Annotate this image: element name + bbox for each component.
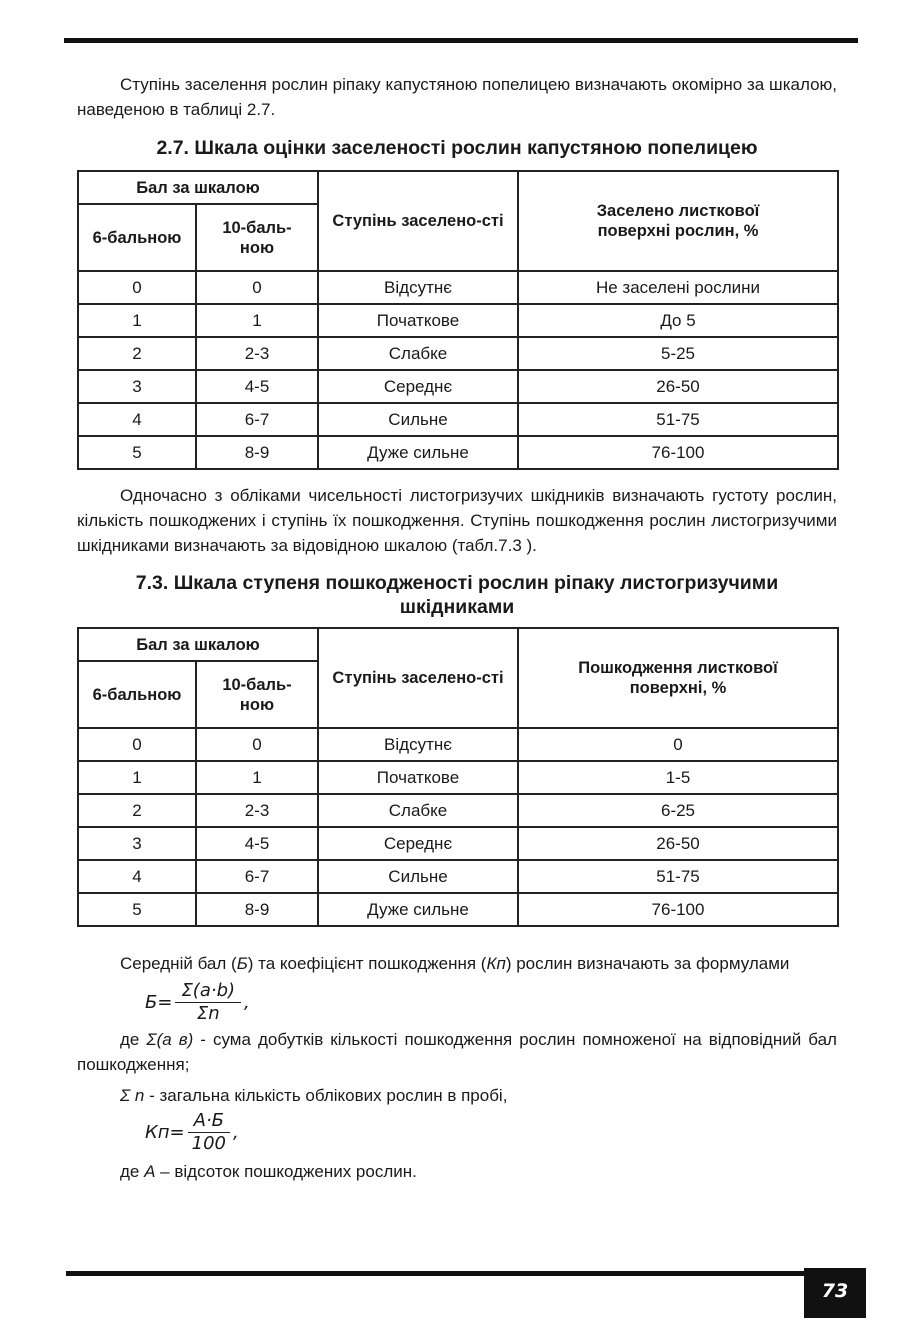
table-cell: 1	[78, 761, 196, 794]
table-cell: 8-9	[196, 893, 318, 926]
table-cell: Початкове	[318, 761, 518, 794]
table-cell: Слабке	[318, 337, 518, 370]
table-row	[78, 403, 838, 436]
table-cell: 2	[78, 337, 196, 370]
table-cell: 4-5	[196, 827, 318, 860]
table-cell: 1	[196, 761, 318, 794]
table-row	[78, 860, 838, 893]
table-cell: 51-75	[518, 860, 838, 893]
table-cell: Не заселені рослини	[518, 271, 838, 304]
table-cell: 0	[196, 728, 318, 761]
definition-a: де А – відсоток пошкоджених рослин.	[120, 1162, 417, 1181]
table-cell: 0	[518, 728, 838, 761]
table-cell: 1	[78, 304, 196, 337]
table-cell: Початкове	[318, 304, 518, 337]
table-cell: 76-100	[518, 436, 838, 469]
table-row	[78, 436, 838, 469]
table2-caption: 7.3. Шкала ступеня пошкодженості рослин ріпаку листогризучими шкідниками	[135, 572, 779, 618]
intro-paragraph: Ступінь заселення рослин ріпаку капустяною попелицею визначають окомірно за шкалою, наведеною в таблиці 2.7.	[77, 75, 837, 119]
table-cell: Сильне	[318, 403, 518, 436]
table2-header-group: Бал за шкалою	[78, 628, 318, 661]
table2-header-10pt: 10-баль-ною	[196, 661, 318, 728]
table-cell: 5	[78, 893, 196, 926]
table-cell: 0	[196, 271, 318, 304]
table-cell: Відсутнє	[318, 728, 518, 761]
table2-header-damage: Пошкодження листкової поверхні, %	[518, 628, 838, 728]
second-paragraph: Одночасно з обліками чисельності листогризучих шкідників визначають густоту рослин, кількість пошкоджених і ступінь їх пошкодження. Ступінь пошкодження рослин листогризучими шкідниками визначають за відовідною шкалою (табл.7.3 ).	[77, 486, 837, 555]
table-cell: 3	[78, 370, 196, 403]
table-cell: 4	[78, 403, 196, 436]
table-cell: 5	[78, 436, 196, 469]
table-cell: Середнє	[318, 827, 518, 860]
table-cell: 5-25	[518, 337, 838, 370]
table2-header-degree: Ступінь заселено-сті	[318, 628, 518, 728]
table-cell: 6-7	[196, 403, 318, 436]
table1-aphid-scale	[77, 170, 839, 470]
formula-mean-score: Б= $\frac{\Sigma(a\cdot b)}{\Sigma n}$ ,	[145, 980, 250, 1024]
top-rule	[64, 38, 858, 43]
definition-sum-products: де Σ(а в) - сума добутків кількості пошкодження рослин помноженої на відповідний бал пошкодження;	[77, 1030, 837, 1074]
bottom-rule	[66, 1271, 804, 1276]
table1-header-6pt: 6-бальною	[78, 204, 196, 271]
table-row	[78, 827, 838, 860]
table-cell: 8-9	[196, 436, 318, 469]
definition-sum-n: Σ n - загальна кількість облікових рослин в пробі,	[120, 1086, 508, 1105]
table-cell: 26-50	[518, 370, 838, 403]
table-cell: 26-50	[518, 827, 838, 860]
table-cell: 3	[78, 827, 196, 860]
table-row	[78, 304, 838, 337]
table-row	[78, 370, 838, 403]
table-row	[78, 728, 838, 761]
table-cell: 4	[78, 860, 196, 893]
table-row	[78, 271, 838, 304]
table2-damage-scale	[77, 627, 839, 927]
page-content	[77, 72, 837, 1184]
table-cell: 2-3	[196, 794, 318, 827]
table-row	[78, 893, 838, 926]
table-cell: Дуже сильне	[318, 436, 518, 469]
table-cell: 6-7	[196, 860, 318, 893]
table-row	[78, 337, 838, 370]
table-cell: 0	[78, 271, 196, 304]
table-cell: 1	[196, 304, 318, 337]
table-row	[78, 761, 838, 794]
table-cell: Слабке	[318, 794, 518, 827]
table-cell: 1-5	[518, 761, 838, 794]
formula-damage-coef: Кп= $\frac{А\cdot Б}{100}$ ,	[145, 1110, 239, 1154]
table1-header-degree: Ступінь заселено-сті	[318, 171, 518, 271]
table-cell: 4-5	[196, 370, 318, 403]
table-cell: Сильне	[318, 860, 518, 893]
table-cell: 76-100	[518, 893, 838, 926]
table-cell: Дуже сильне	[318, 893, 518, 926]
table2-header-6pt: 6-бальною	[78, 661, 196, 728]
table-cell: 6-25	[518, 794, 838, 827]
formula-intro: Середній бал (Б) та коефіцієнт пошкодження (Кп) рослин визначають за формулами	[120, 954, 790, 973]
table1-header-10pt: 10-баль-ною	[196, 204, 318, 271]
table1-caption: 2.7. Шкала оцінки заселеності рослин капустяною попелицею	[156, 137, 758, 159]
table-cell: 51-75	[518, 403, 838, 436]
table-cell: 2	[78, 794, 196, 827]
table1-header-group: Бал за шкалою	[78, 171, 318, 204]
table-cell: Середнє	[318, 370, 518, 403]
table-cell: Відсутнє	[318, 271, 518, 304]
table-row	[78, 794, 838, 827]
table-cell: До 5	[518, 304, 838, 337]
table-cell: 0	[78, 728, 196, 761]
page-number: 73	[804, 1268, 866, 1318]
table1-header-coverage: Заселено листкової поверхні рослин, %	[518, 171, 838, 271]
table-cell: 2-3	[196, 337, 318, 370]
